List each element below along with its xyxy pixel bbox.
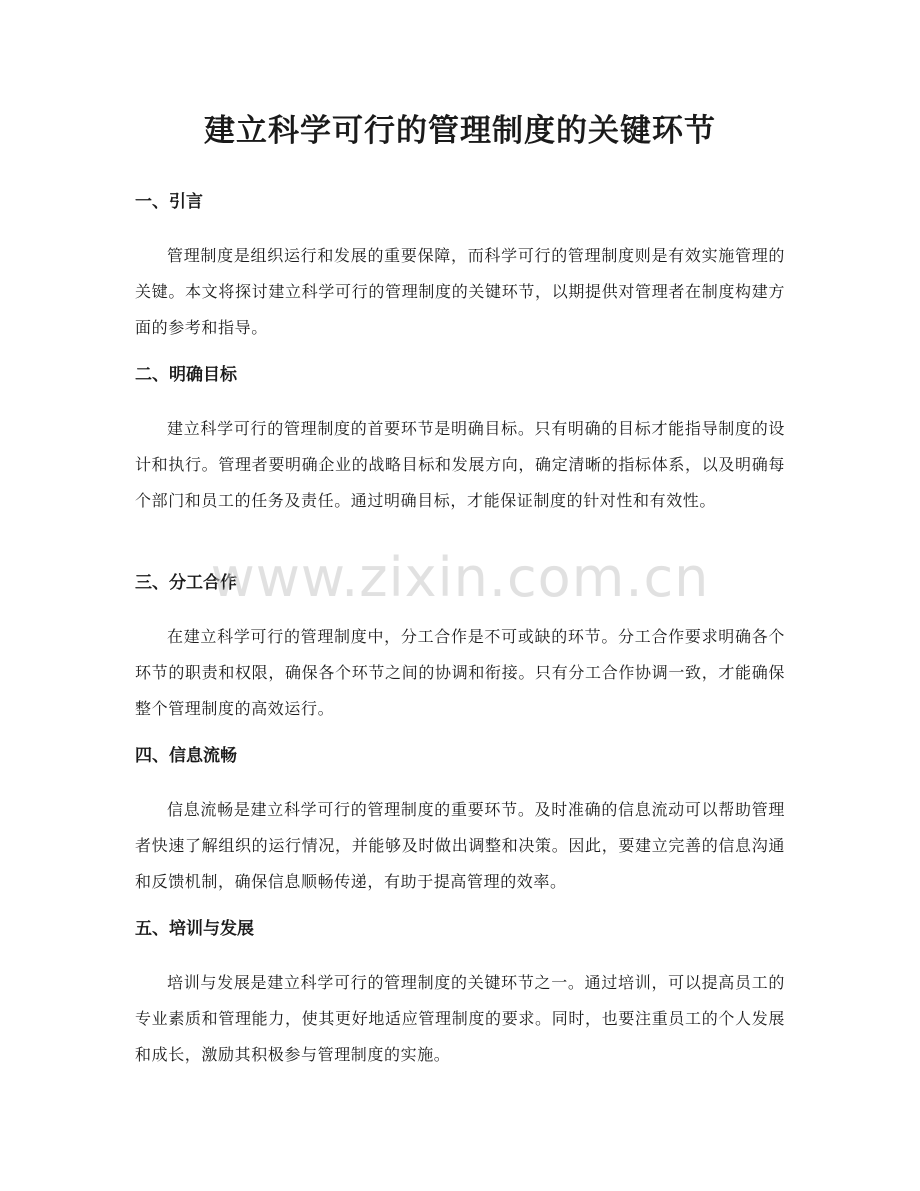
section-introduction: [135, 190, 785, 346]
section-information-flow: [135, 744, 785, 900]
document-title: 建立科学可行的管理制度的关键环节: [204, 113, 716, 149]
section-body: 培训与发展是建立科学可行的管理制度的关键环节之一。通过培训，可以提高员工的专业素质和管理能力，使其更好地适应管理制度的要求。同时，也要注重员工的个人发展和成长，激励其积极参与管理制度的实施。: [135, 973, 785, 1064]
section-heading: 二、明确目标: [135, 365, 237, 385]
section-heading: 四、信息流畅: [135, 746, 237, 766]
section-body: 管理制度是组织运行和发展的重要保障，而科学可行的管理制度则是有效实施管理的关键。本文将探讨建立科学可行的管理制度的关键环节，以期提供对管理者在制度构建方面的参考和指导。: [135, 246, 785, 337]
section-body: 信息流畅是建立科学可行的管理制度的重要环节。及时准确的信息流动可以帮助管理者快速了解组织的运行情况，并能够及时做出调整和决策。因此，要建立完善的信息沟通和反馈机制，确保信息顺畅传递，有助于提高管理的效率。: [135, 800, 785, 891]
section-body: 在建立科学可行的管理制度中，分工合作是不可或缺的环节。分工合作要求明确各个环节的职责和权限，确保各个环节之间的协调和衔接。只有分工合作协调一致，才能确保整个管理制度的高效运行。: [135, 627, 785, 718]
section-training-development: [135, 917, 785, 1073]
watermark-text: www.zixin.com.cn: [210, 546, 710, 609]
section-body: 建立科学可行的管理制度的首要环节是明确目标。只有明确的目标才能指导制度的设计和执行。管理者要明确企业的战略目标和发展方向，确定清晰的指标体系，以及明确每个部门和员工的任务及责任。通过明确目标，才能保证制度的针对性和有效性。: [135, 419, 785, 510]
section-heading: 五、培训与发展: [135, 919, 254, 939]
section-heading: 一、引言: [135, 192, 203, 212]
section-division-of-labor: [135, 571, 785, 727]
section-heading: 三、分工合作: [135, 573, 237, 593]
section-clear-goals: [135, 363, 785, 519]
